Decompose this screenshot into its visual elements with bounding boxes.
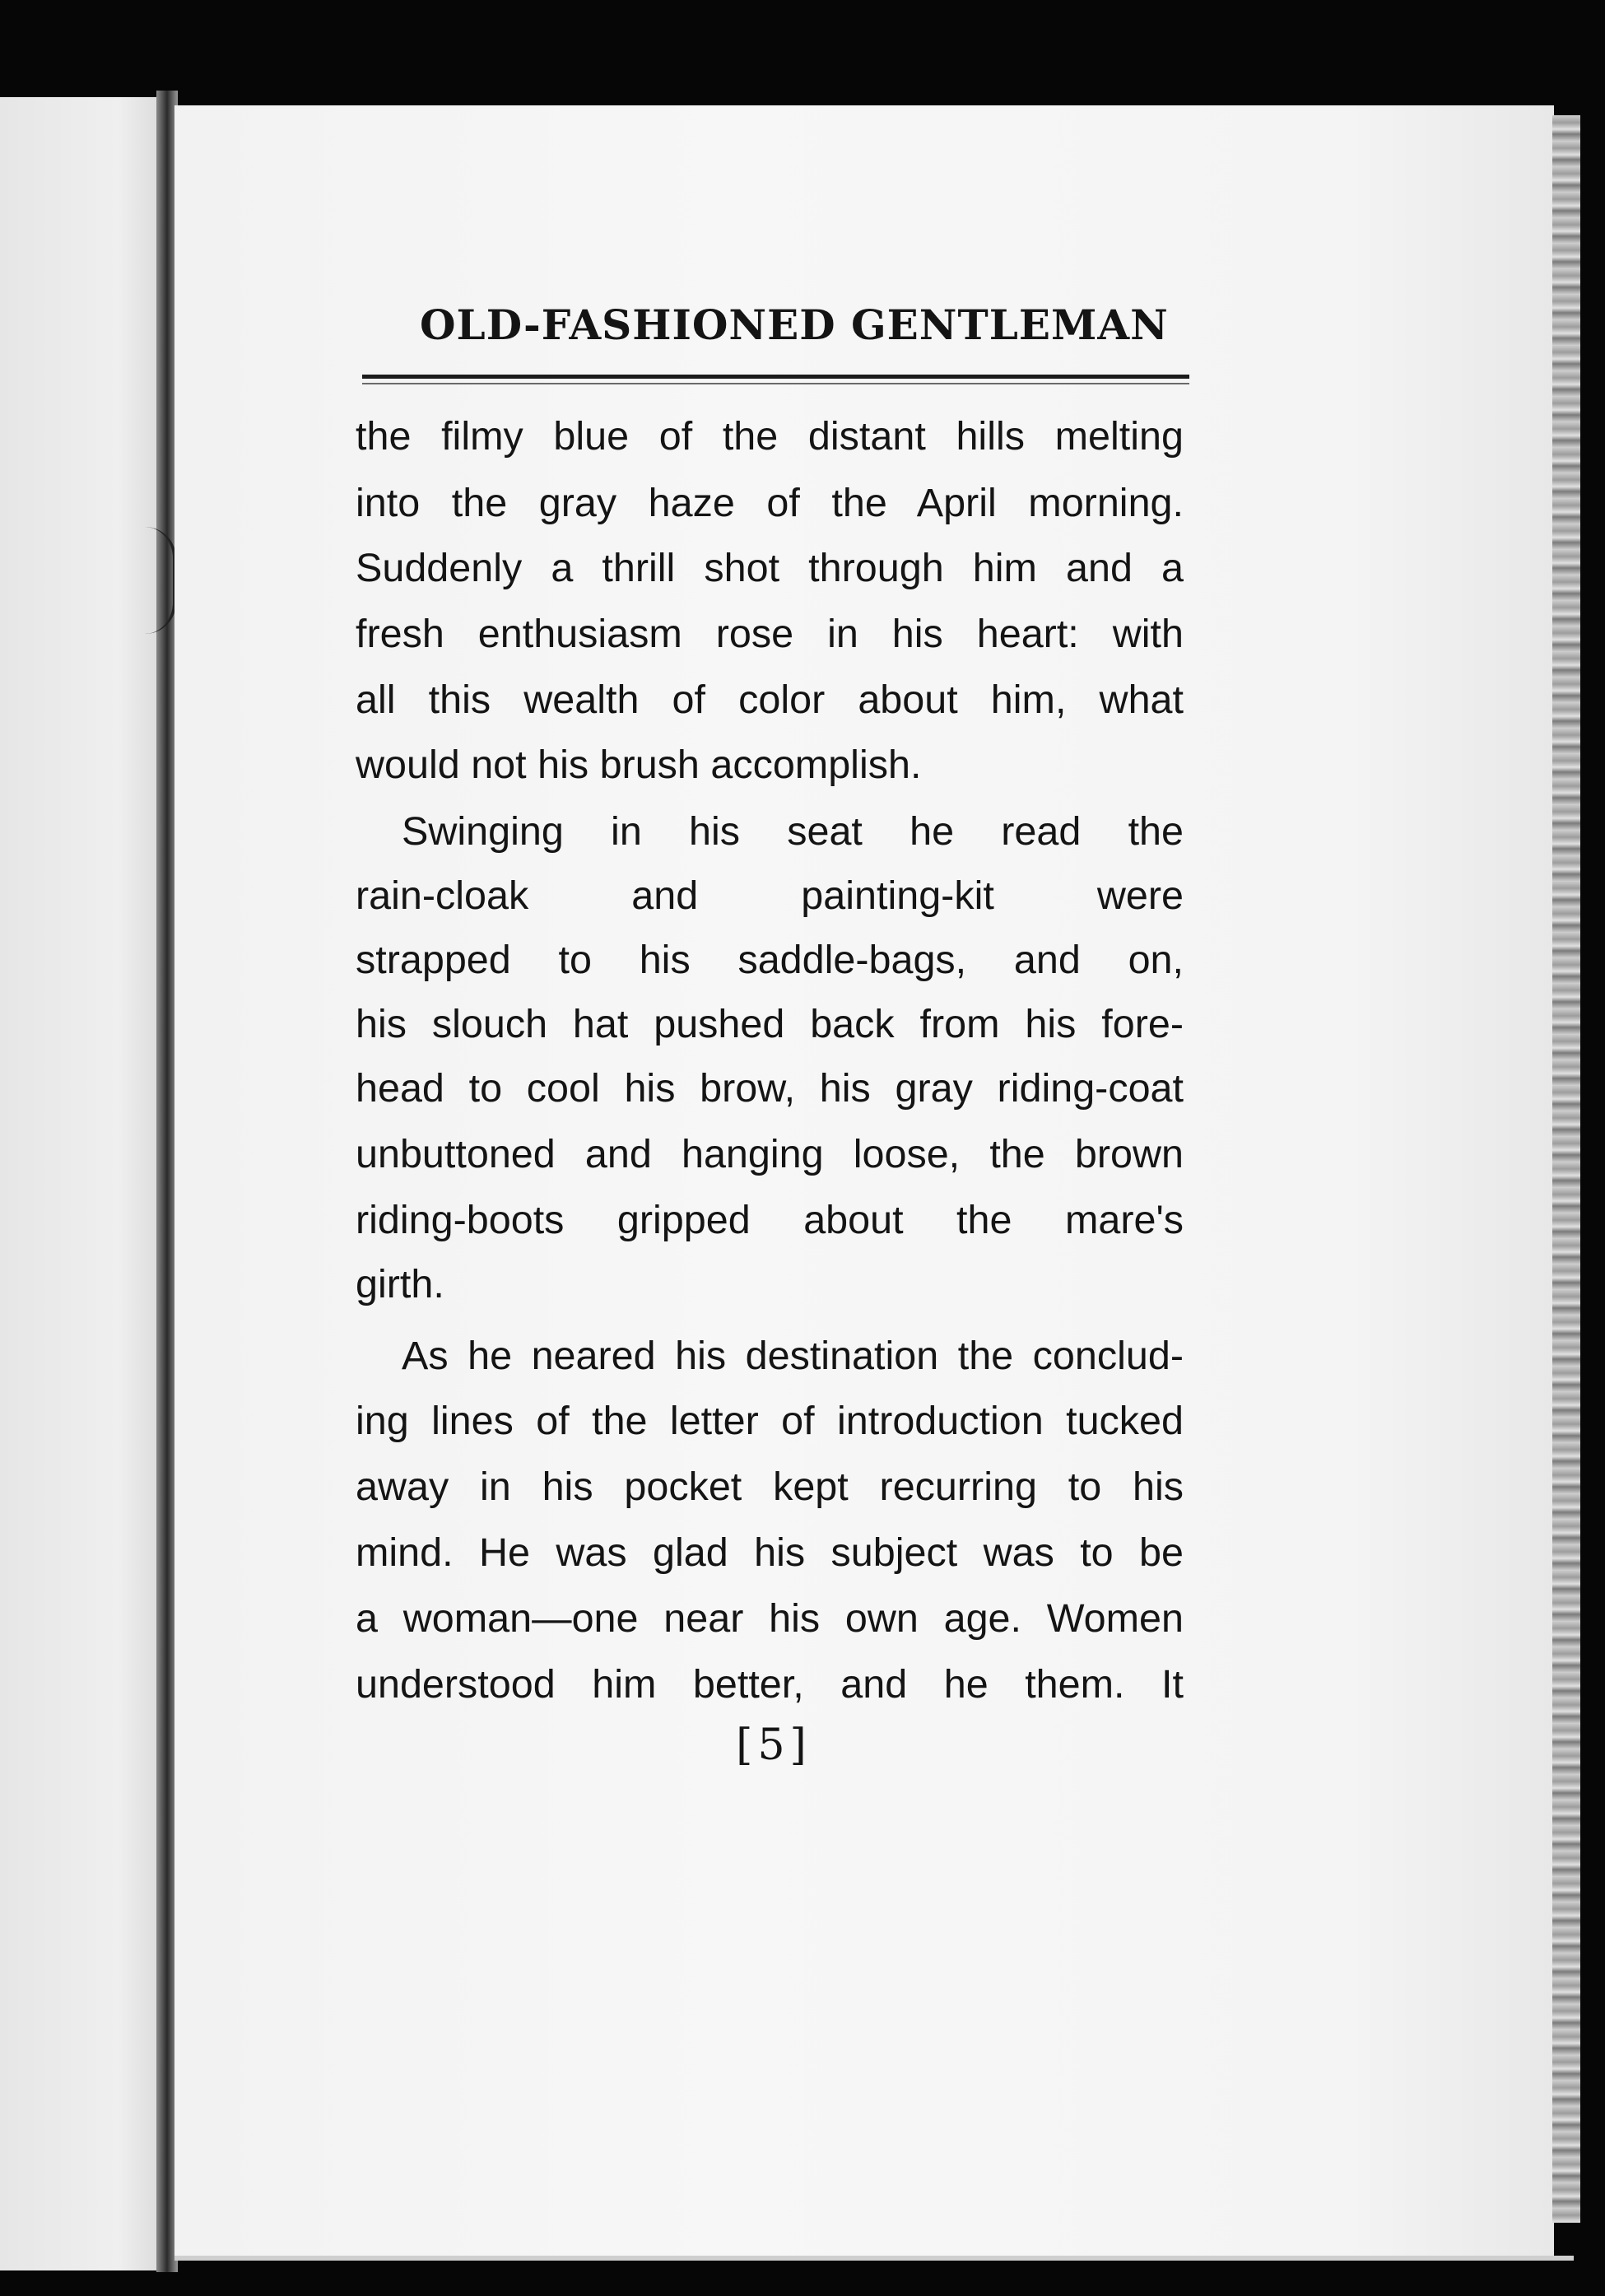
page-number: [5] [736,1721,812,1770]
text-line-6: would not his brush accomplish. [356,743,922,787]
text-line-10: his slouch hat pushed back from his fore- [356,1002,1184,1046]
text-line-13: riding-boots gripped about the mare's [356,1198,1184,1242]
text-line-14: girth. [356,1262,444,1306]
page-stack-edge [1552,115,1580,2223]
text-line-17: away in his pocket kept recurring to his [356,1465,1184,1509]
facing-page-edge [0,97,169,2270]
text-line-12: unbuttoned and hanging loose, the brown [356,1132,1184,1176]
text-line-2: into the gray haze of the April morning. [356,481,1184,525]
text-line-15: As he neared his destination the conclud- [402,1334,1184,1378]
text-line-8: rain-cloak and painting-kit were [356,873,1184,918]
text-line-1: the filmy blue of the distant hills melting [356,414,1184,459]
running-head: OLD-FASHIONED GENTLEMAN [420,300,1169,349]
text-line-11: head to cool his brow, his gray riding-coat [356,1066,1184,1111]
page-bottom-edge [174,2256,1574,2261]
text-line-18: mind. He was glad his subject was to be [356,1530,1184,1575]
text-line-7: Swinging in his seat he read the [402,809,1184,854]
text-line-16: ing lines of the letter of introduction tucked [356,1399,1184,1443]
text-line-19: a woman—one near his own age. Women [356,1596,1184,1641]
text-line-20: understood him better, and he them. It [356,1662,1184,1707]
header-rule-thin [362,383,1189,384]
text-line-5: all this wealth of color about him, what [356,678,1184,722]
text-line-3: Suddenly a thrill shot through him and a [356,546,1184,590]
margin-bracket-mark [145,527,176,634]
text-line-9: strapped to his saddle-bags, and on, [356,938,1184,982]
text-line-4: fresh enthusiasm rose in his heart: with [356,612,1184,656]
header-rule [362,375,1189,379]
